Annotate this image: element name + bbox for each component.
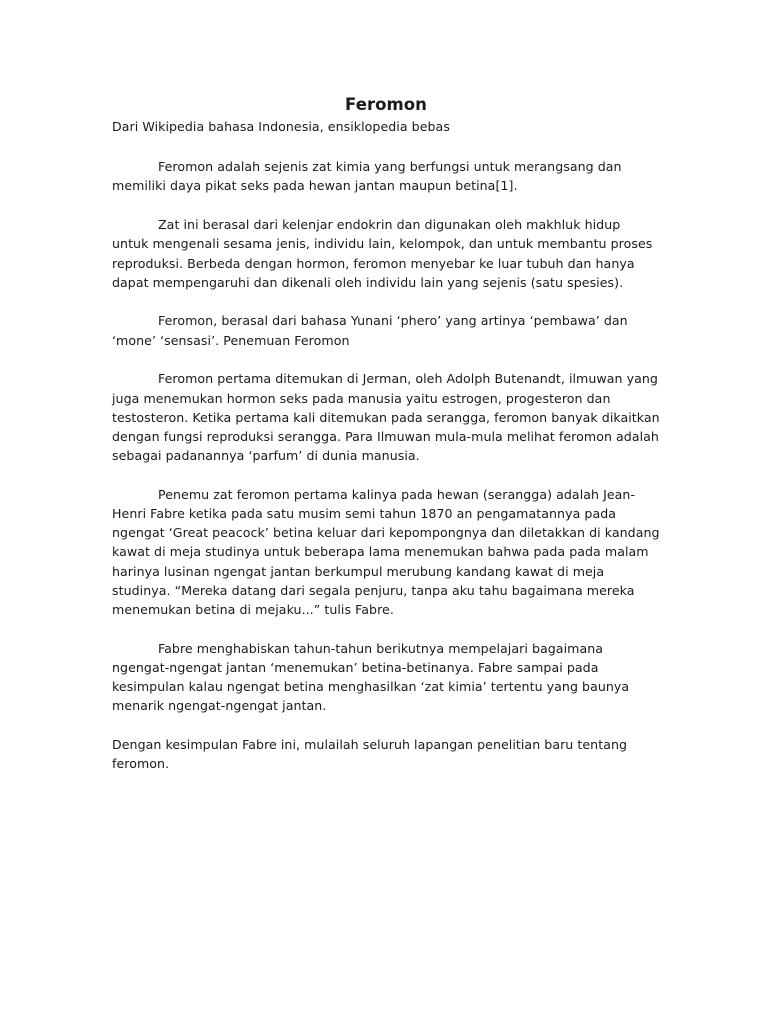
- paragraph-etymology: Feromon, berasal dari bahasa Yunani ‘phero’ yang artinya ‘pembawa’ dan ‘mone’ ‘sensasi’. Penemuan Feromon: [112, 313, 628, 348]
- document-subtitle: Dari Wikipedia bahasa Indonesia, ensiklopedia bebas: [112, 119, 450, 134]
- paragraph-closing: Dengan kesimpulan Fabre ini, mulailah seluruh lapangan penelitian baru tentang feromon.: [112, 737, 628, 772]
- paragraph-discovery: Feromon pertama ditemukan di Jerman, oleh Adolph Butenandt, ilmuwan yang juga menemukan hormon seks pada manusia yaitu estrogen, progesteron dan testosteron. Ketika pertama kali ditemukan pada serangga, feromon banyak dikaitkan dengan fungsi reproduksi serangga. Para Ilmuwan mula-mula melihat feromon adalah sebagai padanannya ‘parfum’ di dunia manusia.: [112, 371, 660, 464]
- paragraph-origin: Zat ini berasal dari kelenjar endokrin dan digunakan oleh makhluk hidup untuk mengenali sesama jenis, individu lain, kelompok, dan untuk membantu proses reproduksi. Berbeda dengan hormon, feromon menyebar ke luar tubuh dan hanya dapat mempengaruhi dan dikenali oleh individu lain yang sejenis (satu spesies).: [112, 217, 653, 290]
- paragraph-fabre-conclusion: Fabre menghabiskan tahun-tahun berikutnya mempelajari bagaimana ngengat-ngengat jantan ‘menemukan’ betina-betinanya. Fabre sampai pada kesimpulan kalau ngengat betina menghasilkan ‘zat kimia’ tertentu yang baunya menarik ngengat-ngengat jantan.: [112, 640, 630, 714]
- paragraph-definition: Feromon adalah sejenis zat kimia yang berfungsi untuk merangsang dan memiliki daya pikat seks pada hewan jantan maupun betina[1].: [112, 159, 622, 194]
- document-page: [112, 94, 660, 793]
- document-title: Feromon: [345, 95, 427, 114]
- paragraph-fabre: Penemu zat feromon pertama kalinya pada hewan (serangga) adalah Jean-Henri Fabre ketika pada satu musim semi tahun 1870 an pengamatannya pada ngengat ‘Great peacock’ betina keluar dari kepompongnya dan diletakkan di kandang kawat di meja studinya untuk beberapa lama menemukan bahwa pada pada malam harinya lusinan ngengat jantan berkumpul merubung kandang kawat di meja studinya. “Mereka datang dari segala penjuru, tanpa aku tahu bagaimana mereka menemukan betina di mejaku...” tulis Fabre.: [112, 486, 660, 618]
